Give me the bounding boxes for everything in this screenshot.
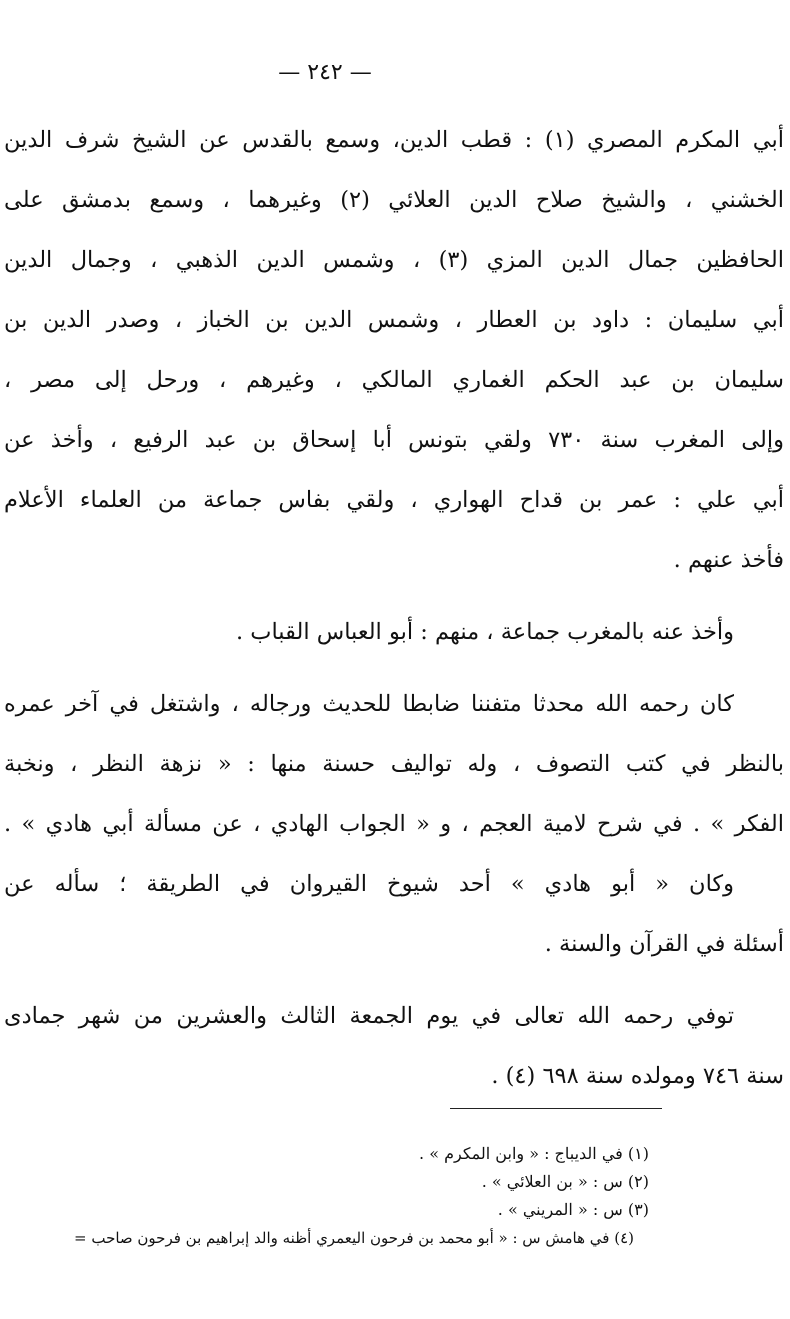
body-line: سنة ٧٤٦ ومولده سنة ٦٩٨ (٤) . [491,1063,784,1089]
body-line: وكان « أبو هادي » أحد شيوخ القيروان في الطريقة ؛ سأله عن [4,871,734,897]
footnote: (١) في الديباج : « وابن المكرم » . [419,1144,649,1163]
body-line: الفكر » . في شرح لامية العجم ، و « الجواب الهادي ، عن مسألة أبي هادي » . [4,811,784,837]
footnote-divider [450,1108,662,1109]
body-line: توفي رحمه الله تعالى في يوم الجمعة الثالث والعشرين من شهر جمادى [4,1003,734,1029]
footnote: (٣) س : « المريني » . [497,1200,649,1219]
footnote: (٢) س : « بن العلائي » . [481,1172,649,1191]
footnote: (٤) في هامش س : « أبو محمد بن فرحون اليعمري أظنه والد إبراهيم بن فرحون صاحب = [74,1229,634,1247]
body-line: الخشني ، والشيخ صلاح الدين العلائي (٢) وغيرهما ، وسمع بدمشق على [4,187,784,213]
body-line: سليمان بن عبد الحكم الغماري المالكي ، وغيرهم ، ورحل إلى مصر ، [4,367,784,393]
body-line: وإلى المغرب سنة ٧٣٠ ولقي بتونس أبا إسحاق بن عبد الرفيع ، وأخذ عن [4,427,784,453]
footnotes [4,1140,784,1252]
body-line: أسئلة في القرآن والسنة . [544,931,784,957]
body-line: بالنظر في كتب التصوف ، وله تواليف حسنة منها : « نزهة النظر ، ونخبة [4,751,784,777]
body-line: وأخذ عنه بالمغرب جماعة ، منهم : أبو العباس القباب . [235,619,734,645]
body-line: أبي سليمان : داود بن العطار ، وشمس الدين بن الخباز ، وصدر الدين بن [4,307,784,333]
page-number: — ٢٤٢ — [278,60,372,85]
body-line: أبي المكرم المصري (١) : قطب الدين، وسمع بالقدس عن الشيخ شرف الدين [4,127,784,153]
body-text [4,110,784,1106]
body-line: الحافظين جمال الدين المزي (٣) ، وشمس الدين الذهبي ، وجمال الدين [4,247,784,273]
body-line: فأخذ عنهم . [673,547,784,573]
body-line: كان رحمه الله محدثا متفننا ضابطا للحديث ورجاله ، واشتغل في آخر عمره [4,691,734,717]
body-line: أبي علي : عمر بن قداح الهواري ، ولقي بفاس جماعة من العلماء الأعلام [4,487,784,513]
